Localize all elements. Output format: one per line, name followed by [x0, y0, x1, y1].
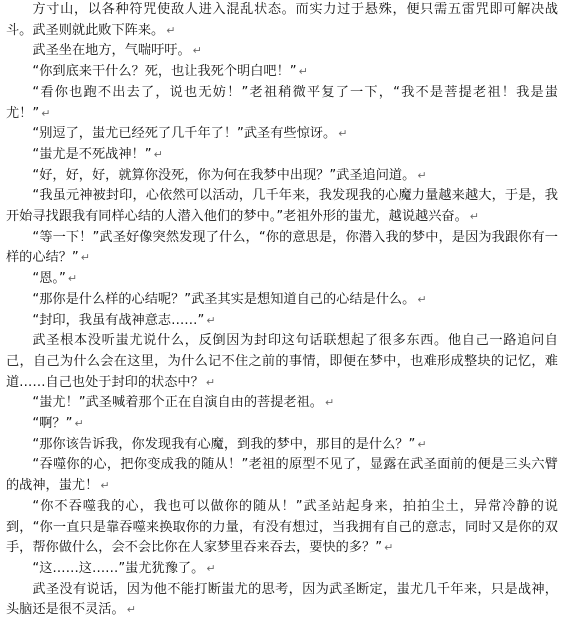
paragraph-text: “你到底来干什么？死，也让我死个明白吧！” — [32, 64, 297, 80]
paragraph-text: “好，好，好，就算你没死，你为何在我梦中出现？”武圣追问道。 — [32, 167, 416, 183]
paragraph-text: “你不吞噬我的心，我也可以做你的随从！”武圣站起身来，拍拍尘土，异常冷静的说到，“你一直只是靠吞噬来换取你的力量，有没有想过，当我拥有自己的意志，同时又是你的双手，帮你做什么，会不会比你在人家梦里吞来吞去，要快的多？” — [6, 498, 558, 556]
paragraph-text: “我虽元神被封印，心依然可以活动，几千年来，我发现我的心魔力量越来越大，于是，我开始寻找跟我有同样心结的人潜入他们的梦中。”老祖外形的蚩尤，越说越兴奋。 — [6, 188, 558, 225]
paragraph — [6, 228, 558, 269]
paragraph — [6, 290, 558, 311]
paragraph-text: “别逗了，蚩尤已经死了几千年了！”武圣有些惊讶。 — [32, 126, 337, 142]
paragraph-text: “等一下！”武圣好像突然发现了什么，“你的意思是，你潜入我的梦中，是因为我跟你有一样的心结？” — [6, 229, 558, 266]
paragraph-text: “啊？” — [32, 416, 73, 432]
paragraph — [6, 414, 558, 435]
paragraph-text: “那你是什么样的心结呢？”武圣其实是想知道自己的心结是什么。 — [32, 291, 416, 307]
paragraph-mark-icon: ↵ — [417, 292, 427, 306]
paragraph-text: “这……这……”蚩尤犹豫了。 — [32, 560, 205, 576]
paragraph-mark-icon: ↵ — [41, 106, 51, 120]
paragraph — [6, 435, 558, 456]
paragraph-text: 武圣没有说话，因为他不能打断蚩尤的思考，因为武圣断定，蚩尤几千年来，只是战神，头脑还是很不灵活。 — [6, 581, 558, 618]
paragraph-text: “恩。” — [32, 271, 66, 287]
paragraph — [6, 497, 558, 559]
paragraph — [6, 166, 558, 187]
paragraph-mark-icon: ↵ — [206, 561, 216, 575]
paragraph — [6, 311, 558, 332]
paragraph-mark-icon: ↵ — [80, 251, 90, 265]
paragraph-mark-icon: ↵ — [205, 375, 216, 389]
paragraph-mark-icon: ↵ — [67, 272, 78, 286]
paragraph-mark-icon: ↵ — [100, 479, 110, 493]
paragraph-text: “吞噬你的心，把你变成我的随从！”老祖的原型不见了，显露在武圣面前的便是三头六臂的战神，蚩尤！ — [6, 457, 558, 494]
paragraph-mark-icon: ↵ — [126, 603, 136, 617]
paragraph — [6, 393, 558, 414]
paragraph-mark-icon: ↵ — [338, 127, 348, 141]
paragraph — [6, 559, 558, 580]
paragraph — [6, 331, 558, 393]
paragraph-mark-icon: ↵ — [206, 313, 216, 327]
paragraph-mark-icon: ↵ — [153, 147, 163, 161]
paragraph-text: “封印，我虽有战神意志……” — [32, 312, 205, 328]
document-page — [6, 0, 558, 621]
paragraph — [6, 62, 558, 83]
paragraph-text: 武圣坐在地方，气喘吁吁。 — [32, 43, 191, 59]
paragraph-mark-icon: ↵ — [384, 541, 394, 555]
paragraph — [6, 455, 558, 496]
paragraph — [6, 124, 558, 145]
paragraph-text: 方寸山，以各种符咒使敌人进入混乱状态。而实力过于悬殊，便只需五雷咒即可解决战斗。武圣则就此败下阵来。 — [6, 2, 558, 38]
paragraph-text: “蚩尤是不死战神！” — [32, 146, 152, 162]
paragraph-text: 武圣根本没听蚩尤说什么，反倒因为封印这句话联想起了很多东西。他自己一路追问自己，自己为什么会在这里，为什么记不住之前的事情，即便在梦中，也难形成整块的记忆，难道……自己也处于封印的状态中？ — [6, 333, 558, 390]
paragraph-mark-icon: ↵ — [469, 210, 480, 224]
paragraph-mark-icon: ↵ — [417, 437, 427, 451]
paragraph — [6, 269, 558, 290]
paragraph — [6, 0, 558, 41]
paragraph — [6, 580, 558, 621]
paragraph-text: “看你也跑不出去了，说也无妨！”老祖稍微平复了一下，“我不是菩提老祖！我是蚩尤！” — [6, 84, 558, 121]
paragraph — [6, 145, 558, 166]
paragraph-mark-icon: ↵ — [74, 417, 84, 431]
paragraph-mark-icon: ↵ — [417, 168, 427, 182]
paragraph — [6, 186, 558, 227]
paragraph — [6, 41, 558, 62]
paragraph-mark-icon: ↵ — [325, 396, 335, 410]
paragraph-text: “蚩尤！”武圣喊着那个正在自演自由的菩提老祖。 — [32, 395, 323, 411]
paragraph-text: “那你该告诉我，你发现我有心魔，到我的梦中，那目的是什么？” — [32, 436, 416, 452]
paragraph-mark-icon: ↵ — [298, 65, 308, 79]
paragraph — [6, 83, 558, 124]
paragraph-mark-icon: ↵ — [192, 44, 202, 58]
paragraph-mark-icon: ↵ — [166, 23, 176, 37]
